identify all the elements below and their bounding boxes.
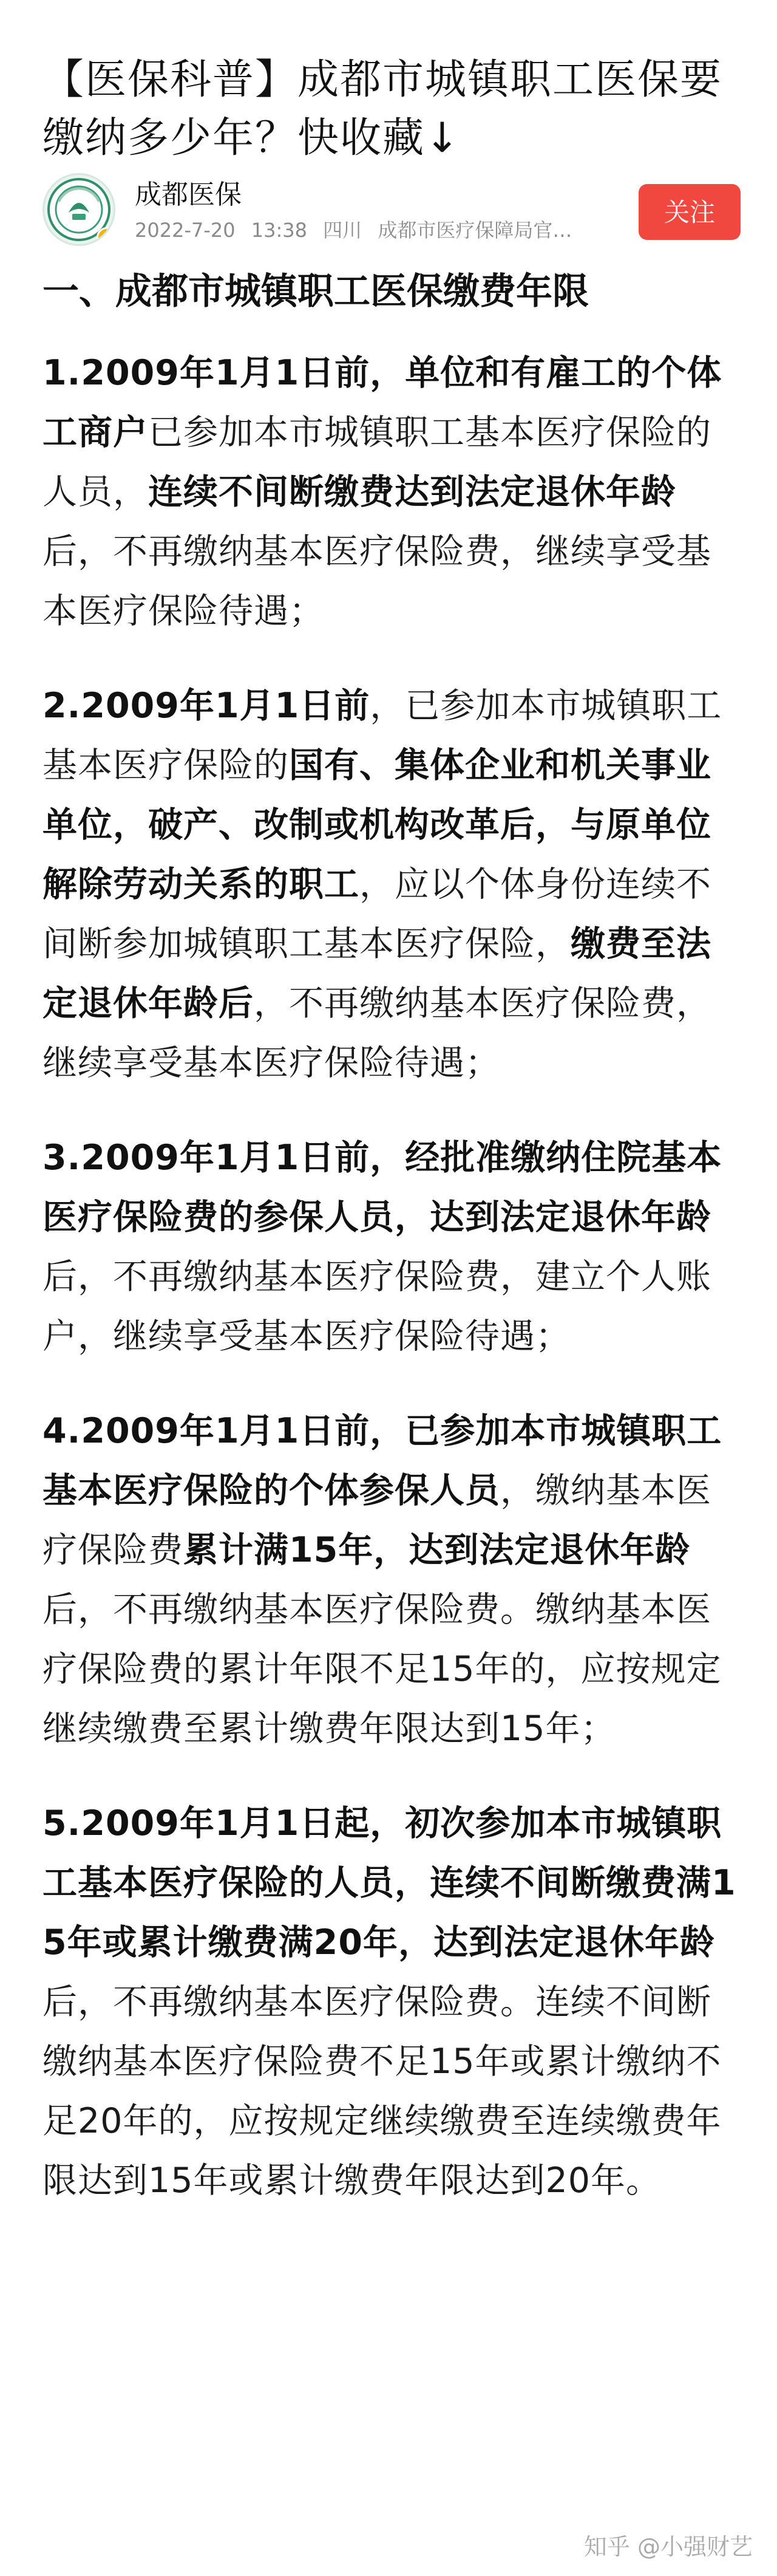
text-run: 后，不再缴纳基本医疗保险费。连续不间断缴纳基本医疗保险费不足15年或累计缴纳不足20年的，应按规定继续缴费至连续缴费年限达到15年或累计缴费年限达到20年。 xyxy=(42,1982,722,2201)
bold-text-run: 5.2009年1月1日起，初次参加本市城镇职工基本医疗保险的人员，连续不间断缴费满15年或累计缴费满20年，达到法定退休年龄 xyxy=(42,1803,736,1963)
bold-text-run: 4.2009年1月1日前，已参加本市城镇职工基本医疗保险的个体参保人员 xyxy=(42,1411,722,1511)
bold-text-run: 1.2009年1月1日前，单位和有雇工的个体工商户 xyxy=(42,353,722,453)
author-name[interactable]: 成都医保 xyxy=(135,179,242,210)
author-meta xyxy=(135,217,608,244)
author-org: 成都市医疗保障局官… xyxy=(378,219,572,242)
bold-text-run: 缴费至法定退休年龄后 xyxy=(42,924,711,1023)
bold-text-run: 累计满15年，达到法定退休年龄 xyxy=(183,1530,691,1570)
follow-button[interactable]: 关注 xyxy=(639,184,741,240)
paragraph-list xyxy=(42,343,741,2210)
paragraph-item-2 xyxy=(42,676,741,1093)
post-date: 2022-7-20 xyxy=(135,219,236,242)
text-run: 后，不再缴纳基本医疗保险费。缴纳基本医疗保险费的累计年限不足15年的，应按规定继续缴费至累计缴费年限达到15年； xyxy=(42,1590,722,1749)
text-run: ，已参加本市城镇职工基本医疗保险的 xyxy=(42,686,722,785)
paragraph-item-3 xyxy=(42,1128,741,1366)
bold-text-run: 2.2009年1月1日前 xyxy=(42,686,370,726)
author-avatar[interactable] xyxy=(42,173,115,246)
paragraph-item-1 xyxy=(42,343,741,641)
post-time: 13:38 xyxy=(251,219,307,242)
text-run: ，应以个体身份连续不间断参加城镇职工基本医疗保险， xyxy=(42,864,711,964)
bold-text-run: 3.2009年1月1日前，经批准缴纳住院基本医疗保险费的参保人员，达到法定退休年龄 xyxy=(42,1138,722,1237)
text-run: 已参加本市城镇职工基本医疗保险的人员， xyxy=(42,412,711,512)
text-run: ，不再缴纳基本医疗保险费，继续享受基本医疗保险待遇； xyxy=(42,983,711,1083)
zhihu-watermark: 知乎 @小强财艺 xyxy=(583,2533,753,2560)
text-run: 后，不再缴纳基本医疗保险费，继续享受基本医疗保险待遇； xyxy=(42,531,711,631)
author-row xyxy=(42,173,741,252)
article-title: 【医保科普】成都市城镇职工医保要缴纳多少年？快收藏↓ xyxy=(42,55,723,162)
bold-text-run: 国有、集体企业和机关事业单位，破产、改制或机构改革后，与原单位解除劳动关系的职工 xyxy=(42,745,711,904)
text-run: 后，不再缴纳基本医疗保险费，建立个人账户，继续享受基本医疗保险待遇； xyxy=(42,1257,711,1356)
section-heading: 一、成都市城镇职工医保缴费年限 xyxy=(42,270,589,313)
verified-badge-icon: v xyxy=(97,227,115,246)
paragraph-item-5 xyxy=(42,1794,741,2210)
paragraph-item-4 xyxy=(42,1401,741,1758)
post-region: 四川 xyxy=(323,219,362,242)
bold-text-run: 连续不间断缴费达到法定退休年龄 xyxy=(148,472,676,512)
article-content xyxy=(42,264,741,2246)
text-run: ，缴纳基本医疗保险费 xyxy=(42,1471,711,1570)
